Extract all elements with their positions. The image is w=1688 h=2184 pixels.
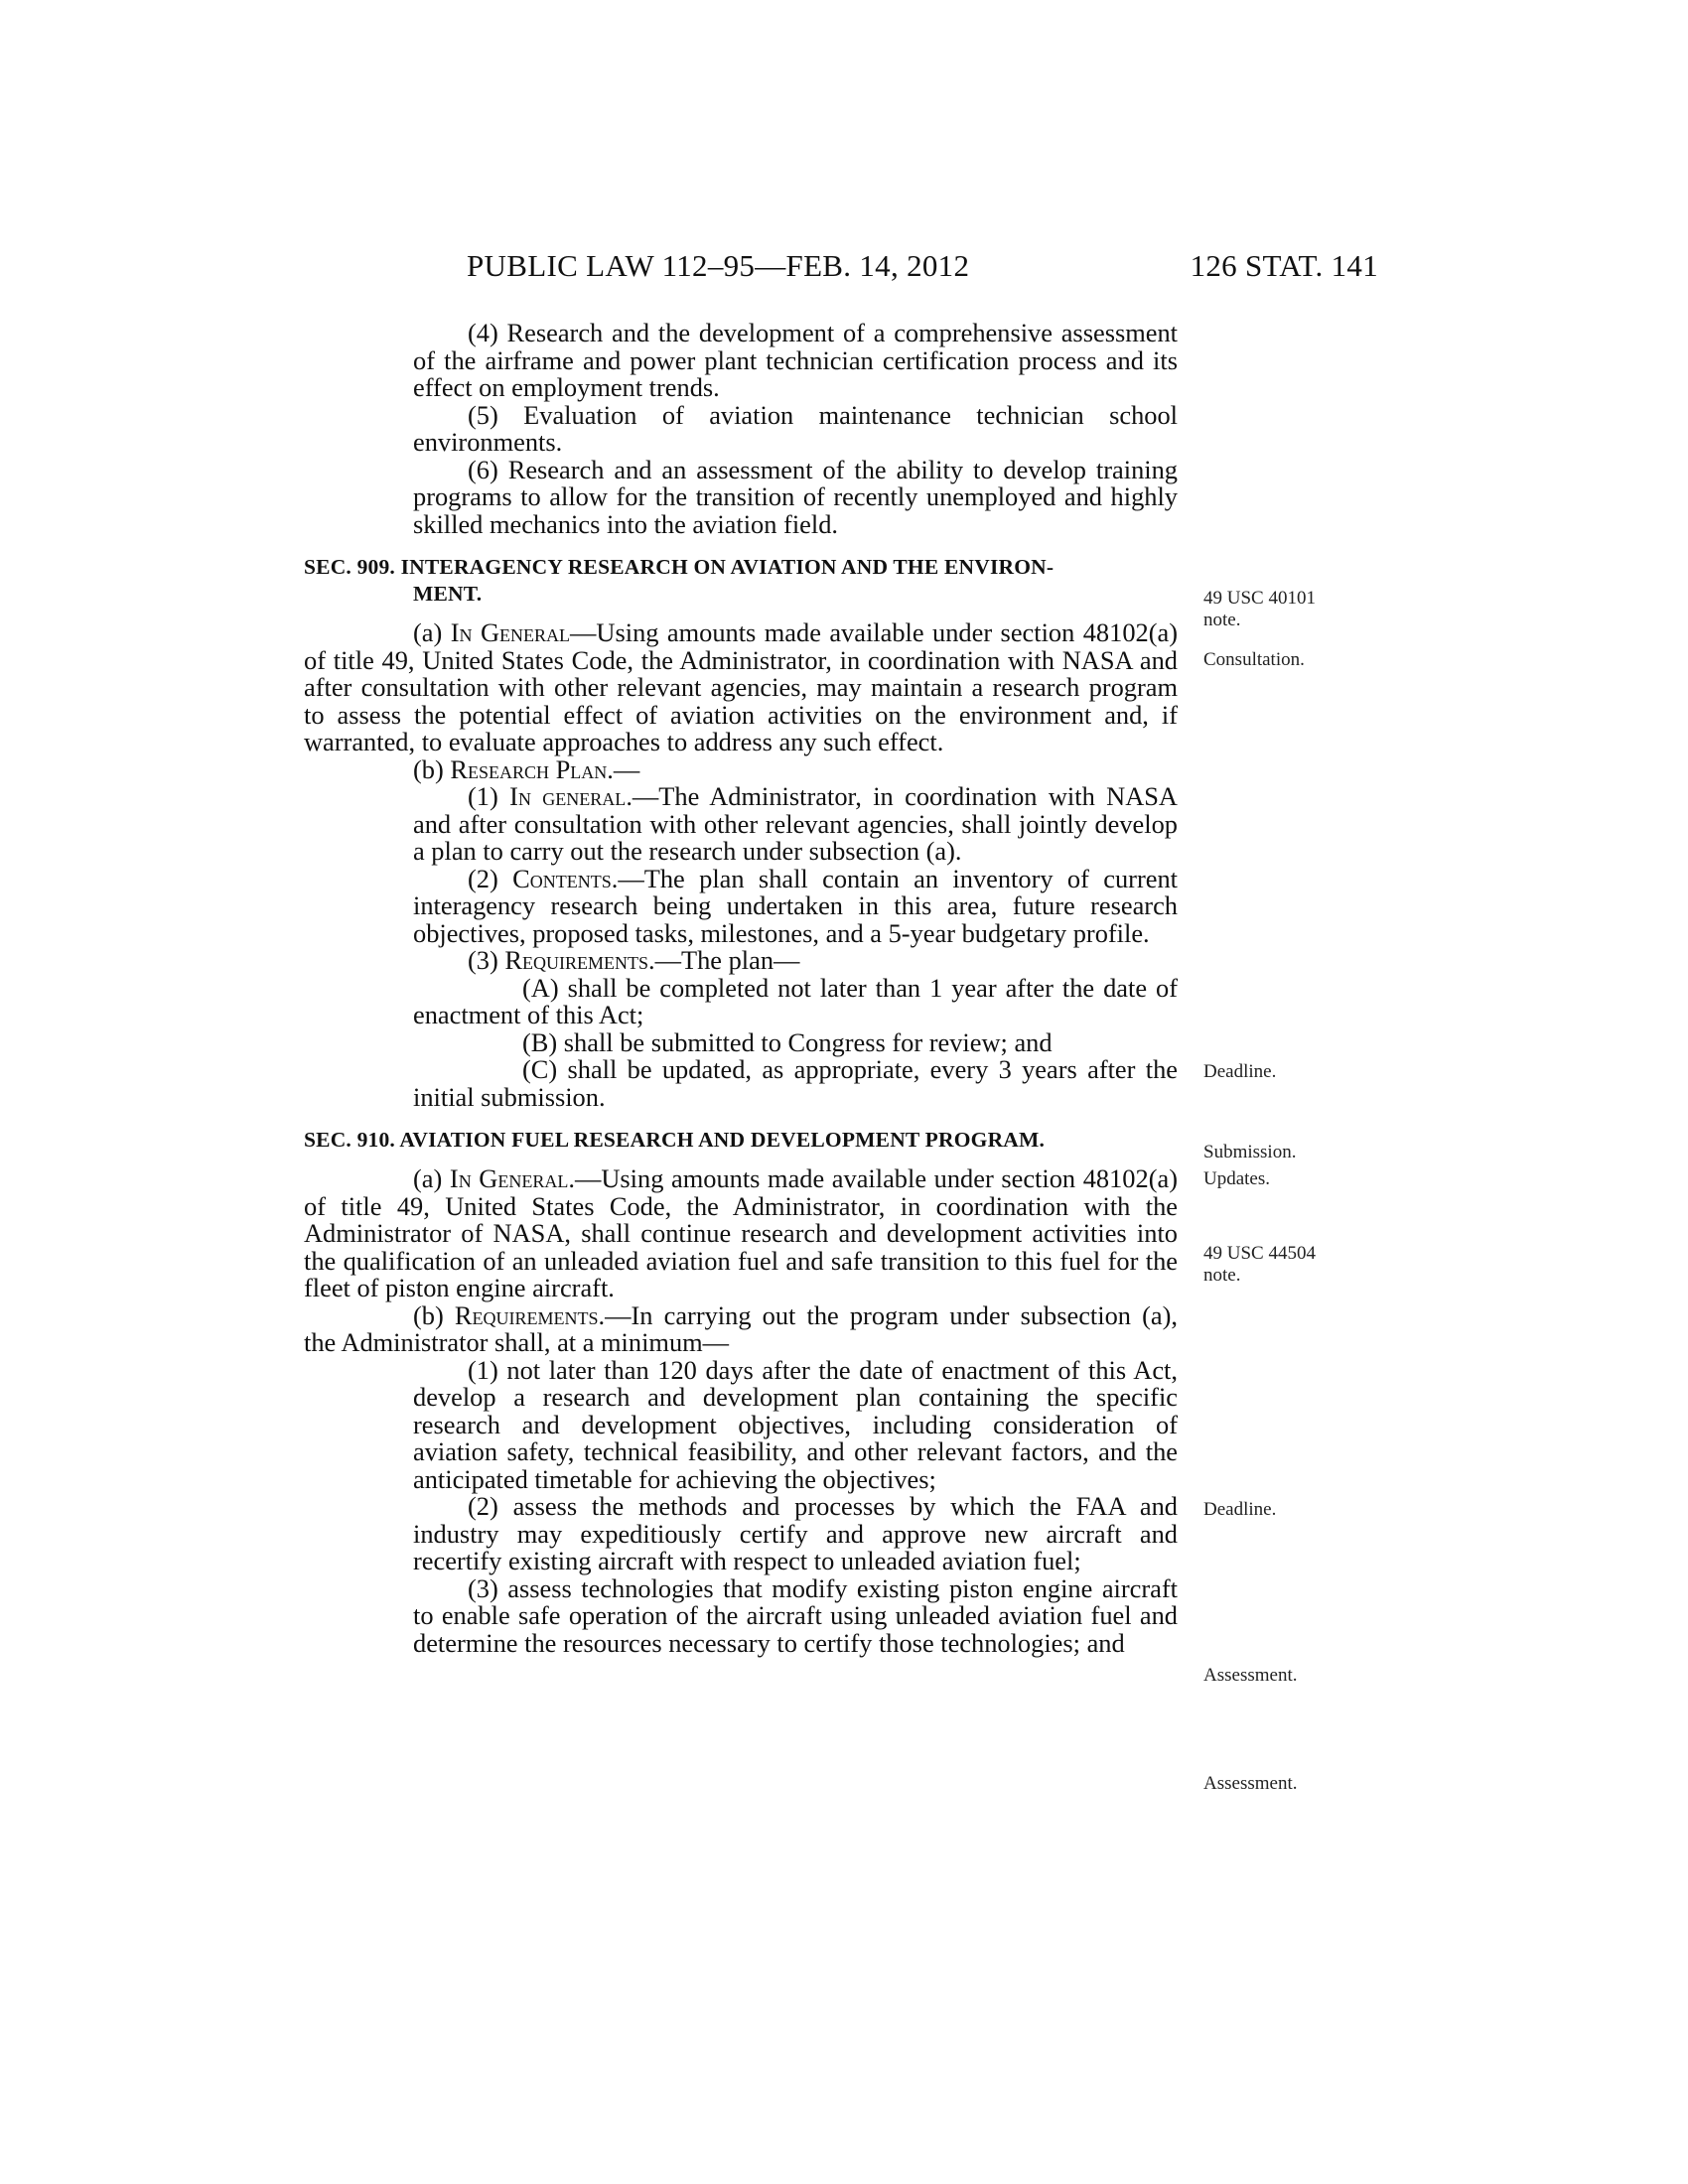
margin-note-usc-910: 49 USC 44504 note. bbox=[1203, 1243, 1316, 1286]
section-910-subsection-a: (a) In General.—Using amounts made available under section 48102(a) of title 49, United States Code, the Administrator, in coordination with the Administrator of NASA, shall continue research and development activities into the qualification of an unleaded aviation fuel and safe transition to this fuel for the fleet of piston engine aircraft. bbox=[304, 1163, 1178, 1302]
section-909-heading bbox=[304, 554, 1178, 608]
section-910-b-2: (2) assess the methods and processes by which the FAA and industry may expeditiously certify and approve new aircraft and recertify existing aircraft with respect to unleaded aviation fuel; bbox=[413, 1491, 1178, 1575]
section-909-b-2: (2) Contents.—The plan shall contain an inventory of current interagency research being undertaken in this area, future research objectives, proposed tasks, milestones, and a 5-year budgetary profile. bbox=[413, 863, 1178, 948]
margin-note-assessment-1: Assessment. bbox=[1203, 1665, 1298, 1686]
section-909-subsection-b: (b) Research Plan.— bbox=[413, 753, 640, 784]
margin-note-deadline-1: Deadline. bbox=[1203, 1061, 1277, 1082]
margin-note-consultation: Consultation. bbox=[1203, 649, 1305, 670]
section-909-b-3-C: (C) shall be updated, as appropriate, every 3 years after the initial submission. bbox=[413, 1054, 1178, 1112]
running-header-title: PUBLIC LAW 112–95—FEB. 14, 2012 bbox=[467, 248, 970, 283]
margin-note-assessment-2: Assessment. bbox=[1203, 1773, 1298, 1794]
section-909-b-3-A: (A) shall be completed not later than 1 year after the date of enactment of this Act; bbox=[413, 972, 1178, 1029]
margin-note-usc-909: 49 USC 40101 note. bbox=[1203, 588, 1316, 630]
section-910-subsection-b: (b) Requirements.—In carrying out the program under subsection (a), the Administrator shall, at a minimum— bbox=[304, 1299, 1178, 1357]
section-910-b-1: (1) not later than 120 days after the date of enactment of this Act, develop a research and development plan containing the specific research and development objectives, including consideration of aviation safety, technical feasibility, and other relevant factors, and the anticipated timetable for achieving the objectives; bbox=[413, 1354, 1178, 1494]
running-header-stat-page: 126 STAT. 141 bbox=[1190, 248, 1378, 283]
margin-note-submission: Submission. bbox=[1203, 1142, 1297, 1162]
section-910-b-3: (3) assess technologies that modify existing piston engine aircraft to enable safe operation of the aircraft using unleaded aviation fuel and determine the resources necessary to certify those technologies; and bbox=[413, 1572, 1178, 1658]
paragraph-6: (6) Research and an assessment of the ability to develop training programs to allow for the transition of recently unemployed and highly skilled mechanics into the aviation field. bbox=[413, 454, 1178, 539]
margin-note-deadline-2: Deadline. bbox=[1203, 1499, 1277, 1520]
paragraph-5: (5) Evaluation of aviation maintenance technician school environments. bbox=[413, 399, 1178, 457]
subsection-label: In General bbox=[450, 617, 571, 647]
section-909-subsection-a: (a) In General—Using amounts made available under section 48102(a) of title 49, United States Code, the Administrator, in coordination with NASA and after consultation with other relevant agencies, may maintain a research program to assess the potential effect of aviation activities on the environment and, if warranted, to evaluate approaches to address any such effect. bbox=[304, 617, 1178, 756]
section-909-b-1: (1) In general.—The Administrator, in coordination with NASA and after consultation with other relevant agencies, shall jointly develop a plan to carry out the research under subsection (a). bbox=[413, 781, 1178, 866]
section-909-heading-line2: MENT. bbox=[413, 582, 483, 606]
section-909-b-3-B: (B) shall be submitted to Congress for review; and bbox=[522, 1026, 1053, 1057]
margin-note-updates: Updates. bbox=[1203, 1168, 1271, 1189]
section-909-b-3: (3) Requirements.—The plan— bbox=[468, 945, 800, 975]
section-909-heading-line1: SEC. 909. INTERAGENCY RESEARCH ON AVIATION AND THE ENVIRON- bbox=[304, 555, 1055, 579]
page-body bbox=[304, 320, 1178, 1657]
paragraph-4: (4) Research and the development of a comprehensive assessment of the airframe and power plant technician certification process and its effect on employment trends. bbox=[413, 318, 1178, 402]
section-910-heading: SEC. 910. AVIATION FUEL RESEARCH AND DEVELOPMENT PROGRAM. bbox=[304, 1128, 1046, 1152]
